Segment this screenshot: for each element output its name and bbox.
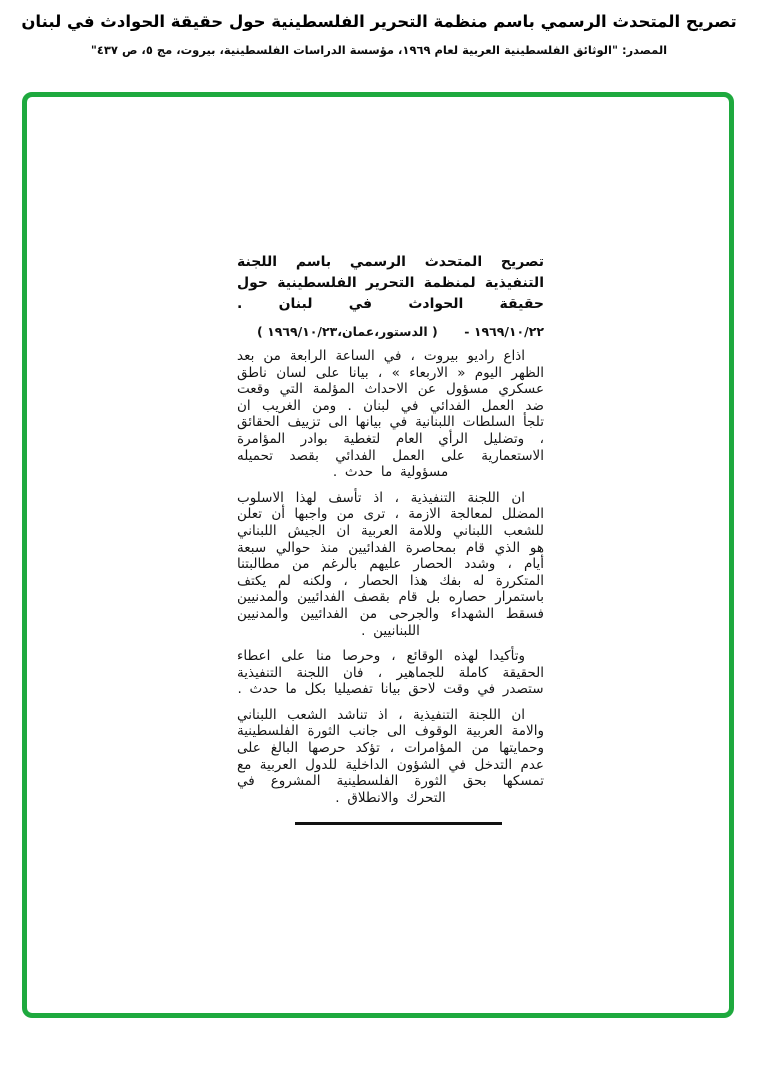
document-date: ١٩٦٩/١٠/٢٢ - bbox=[464, 324, 544, 339]
document-dateline bbox=[237, 324, 544, 339]
document-page bbox=[237, 252, 544, 825]
closing-rule bbox=[295, 822, 502, 825]
document-paragraph: اذاع راديو بيروت ، في الساعة الرابعة من بعد الظهر اليوم « الاربعاء » ، بيانا على لسان ناطق عسكري مسؤول عن الاحداث المؤلمة التي وقعت ضد العمل الفدائي في لبنان . ومن الغريب ان تلجأ السلطات اللبنانية في بيانها الى تزييف الحقائق ، وتضليل الرأي العام لتغطية بوادر المؤامرة الاستعمارية على العمل الفدائي بقصد تحميله مسؤولية ما حدث . bbox=[237, 348, 544, 481]
document-newspaper-reference: ( الدستور،عمان،١٩٦٩/١٠/٢٣ ) bbox=[257, 324, 438, 339]
document-paragraph: ان اللجنة التنفيذية ، اذ تناشد الشعب اللبناني والامة العربية الوقوف الى جانب الثورة الفلسطينية وحمايتها من المؤامرات ، تؤكد حرصها البالغ على عدم التدخل في الشؤون الداخلية للدول العربية مع تمسكها بحق الثورة الفلسطينية المشروع في التحرك والانطلاق . bbox=[237, 706, 544, 806]
document-title: تصريح المتحدث الرسمي باسم اللجنة التنفيذية لمنظمة التحرير الفلسطينية حول حقيقة الحوادث في لبنان . bbox=[237, 254, 544, 312]
document-body bbox=[237, 348, 544, 806]
document-paragraph: ان اللجنة التنفيذية ، اذ تأسف لهذا الاسلوب المضلل لمعالجة الازمة ، ترى من واجبها أن تعلن للشعب اللبناني وللامة العربية ان الجيش اللبناني هو الذي قام بمحاصرة الفدائيين منذ حوالي سبعة أيام ، وشدد الحصار عليهم بالرغم من مطالبتنا المتكررة له بفك هذا الحصار ، ولكنه لم يكتف باستمرار حصاره بل قام بقصف الفدائيين والمدنيين فسقط الشهداء والجرحى من الفدائيين والمدنيين اللبنانيين . bbox=[237, 489, 544, 639]
page-header bbox=[0, 10, 758, 58]
page-header-source-citation: المصدر: "الوثائق الفلسطينية العربية لعام ١٩٦٩، مؤسسة الدراسات الفلسطينية، بيروت، مج ٥، ص ٤٣٧" bbox=[90, 43, 668, 57]
document-paragraph: وتأكيدا لهذه الوقائع ، وحرصا منا على اعطاء الحقيقة كاملة للجماهير ، فان اللجنة التنفيذية ستصدر في وقت لاحق بيانا تفصيليا بكل ما حدث . bbox=[237, 648, 544, 698]
page-header-title: تصريح المتحدث الرسمي باسم منظمة التحرير الفلسطينية حول حقيقة الحوادث في لبنان bbox=[21, 12, 737, 31]
